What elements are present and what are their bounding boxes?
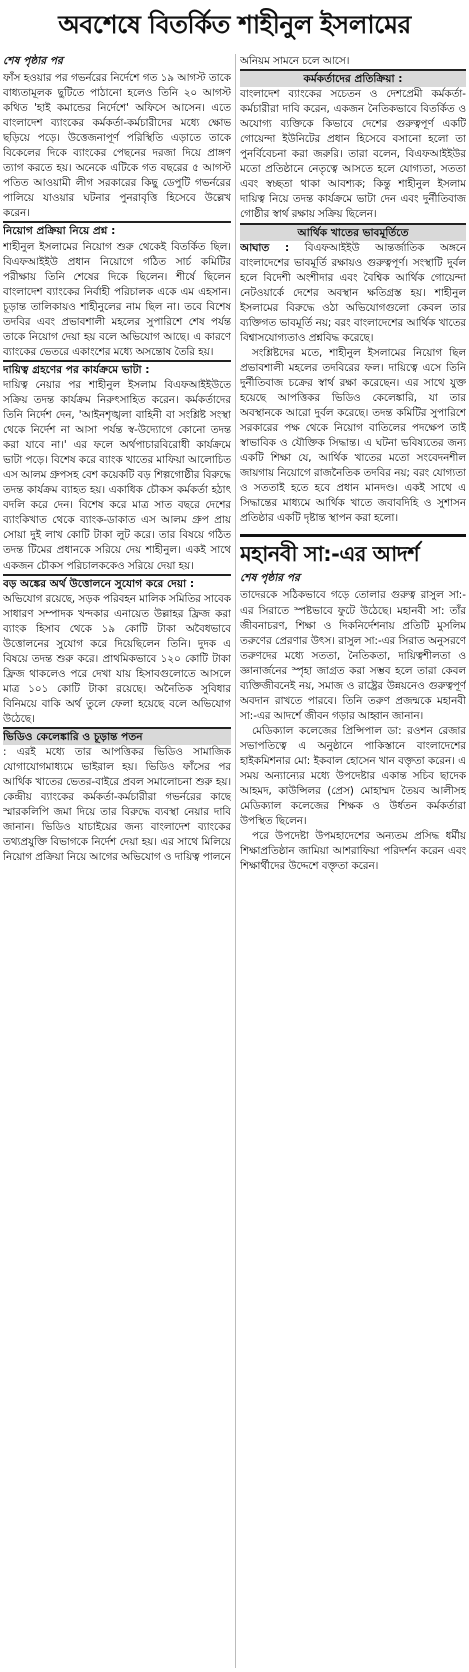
paragraph-officials-reaction: বাংলাদেশ ব্যাংকের সচেতন ও দেশপ্রেমী কর্মকর্তা-কর্মচারীরা দাবি করেন, একজন নৈতিকভাবে বিতর্কিত ও অযোগ্য ব্যক্তিকে কিভাবে দেশের গুরুত্বপূর্ণ একটি গোয়েন্দা ইউনিটের প্রধান হিসেবে বসানো হলো তা পুনর্বিবেচনা করা জরুরি। তারা বলেন, বিএফআইইউর মতো প্রতিষ্ঠানে নেতৃত্বে আসতে হলে যোগ্যতা, সততা এবং স্বচ্ছতা থাকা আবশ্যক; কিন্তু শাহীনুল ইসলাম দায়িত্ব নিয়ে তদন্ত কার্যক্রমে ভাটা দেন এবং দুর্নীতিবাজ গোষ্ঠীর স্বার্থ রক্ষায় সক্রিয় ছিলেন। (240, 88, 466, 221)
subheading-video-scandal: ভিডিও কেলেঙ্কারি ও চূড়ান্ত পতন (3, 727, 231, 745)
intro-paragraph: ফাঁস হওয়ার পর গভর্নরের নির্দেশে গত ১৯ আগস্ট তাকে বাধ্যতামূলক ছুটিতে পাঠানো হলেও তিনি ২০ আগস্ট কথিত 'হাই কমান্ডের নির্দেশে' অফিসে আসেন। এতে বাংলাদেশ ব্যাংকের কর্মকর্তা-কর্মচারীদের মধ্যে ক্ষোভ ছড়িয়ে পড়ে। উত্তেজনাপূর্ণ পরিস্থিতি এড়াতে তাকে বিকেলের দিকে ব্যাংকের পেছনের দরজা দিয়ে প্রাঙ্গণ ত্যাগ করতে হয়। অনেকে এটিকে গত বছরের ৫ আগস্ট পতিত আওয়ামী লীগ সরকারের কিছু ডেপুটি গভর্নরের পালিয়ে যাওয়ার ঘটনার পুনরাবৃত্তি হিসেবে উল্লেখ করেন। (3, 72, 231, 220)
headline: অবশেষে বিতর্কিত শাহীনুল ইসলামের (58, 10, 411, 39)
paragraph-event: মেডিক্যাল কলেজের প্রিন্সিপাল ডা: রওশন রেজার সভাপতিত্বে এ অনুষ্ঠানে পাকিস্তানে বাংলাদেশের হাইকমিশনার মো: ইকবাল হোসেন খান বক্তৃতা করেন। এ সময় অন্যান্যের মধ্যে উপদেষ্টার একান্ত সচিব ছাদেক আহমদ, কাউন্সিলর (প্রেস) মোহাম্মদ তৈয়ব আলীসহ মেডিক্যাল কলেজের শিক্ষক ও উর্ধতন কর্মকর্তারা উপস্থিত ছিলেন। (240, 724, 466, 828)
continued-label: শেষ পৃষ্ঠার পর (3, 55, 63, 67)
paragraph-prophet-ideal: তাদেরকে সঠিকভাবে গড়ে তোলার গুরুত্ব রাসুল সা:-এর সিরাতে স্পষ্টভাবে ফুটে উঠেছে। মহানবী সা: তাঁর জীবনাচরণ, শিক্ষা ও দিকনির্দেশনায় প্রতিটি মুসলিম তরুণের প্রেরণার উৎস। রাসুল সা:-এর সিরাত অনুসরণে তরুণদের মধ্যে সততা, নৈতিকতা, দায়িত্বশীলতা ও জ্ঞানার্জনের স্পৃহা জাগ্রত করা সম্ভব হলে তারা কেবল ব্যক্তিজীবনেই নয়, সমাজ ও রাষ্ট্রের উন্নয়নেও গুরুত্বপূর্ণ অবদান রাখতে পারবে। তিনি তরুণ প্রজন্মকে মহানবী সা:-এর আদর্শে জীবন গড়ার আহ্বান জানান। (240, 589, 466, 722)
paragraph-appointment: শাহীনুল ইসলামের নিয়োগ শুরু থেকেই বিতর্কিত ছিল। বিএফআইইউ প্রধান নিয়োগে গঠিত সার্চ কমিটির পরীক্ষায় তিনি শেষের দিকে ছিলেন। শীর্ষে ছিলেন বাংলাদেশ ব্যাংকের নির্বাহী পরিচালক একে এম এহসান। চূড়ান্ত তালিকায়ও শাহীনুলের নাম ছিল না। তবে বিশেষ তদবির এবং প্রভাবশালী মহলের সুপারিশে শেষ পর্যন্ত তাকে নিয়োগ দেয়া হয় বলে অভিযোগ আছে। এ কারণে ব্যাংকের ভেতরে একাংশের মধ্যে অসন্তোষ তৈরি হয়। (3, 240, 231, 358)
subheading-appointment: নিয়োগ প্রক্রিয়া নিয়ে প্রশ্ন : (3, 221, 231, 239)
continued-label-2: শেষ পৃষ্ঠার পর (240, 572, 300, 585)
paragraph-visit: পরে উপদেষ্টা উপমহাদেশের অন্যতম প্রসিদ্ধ ধর্মীয় শিক্ষাপ্রতিষ্ঠান জামিয়া আশরাফিয়া পরিদর্শন করেন এবং শিক্ষার্থীদের উদ্দেশে বক্তৃতা করেন। (240, 830, 466, 873)
subheading-officials-reaction: কর্মকর্তাদের প্রতিক্রিয়া : (240, 69, 466, 87)
subheading-withdrawal: বড় অঙ্কের অর্থ উত্তোলনে সুযোগ করে দেয়া : (3, 574, 231, 592)
left-column (3, 54, 231, 1668)
paragraph-lead: আঘাত : (240, 241, 290, 254)
right-column (240, 54, 466, 1668)
paragraph-financial-image-text: বিএফআইইউ আন্তর্জাতিক অঙ্গনে বাংলাদেশের ভাবমূর্তি রক্ষায়ও গুরুত্বপূর্ণ। সংস্থাটি দুর্বল হলে বিদেশী অংশীদার এবং বৈশ্বিক আর্থিক গোয়েন্দা নেটওয়ার্কে দেশের অবস্থান ক্ষতিগ্রস্ত হয়। শাহীনুল ইসলামের বিরুদ্ধে ওঠা অভিযোগগুলো কেবল তার ব্যক্তিগত ভাবমূর্তি নয়; বরং বাংলাদেশের আর্থিক খাতের বিশ্বাসযোগ্যতাও প্রশ্নবিদ্ধ করেছে। (240, 241, 466, 344)
paragraph-activity-decline: দায়িত্ব নেয়ার পর শাহীনুল ইসলাম বিএফআইইউতে সক্রিয় তদন্ত কার্যক্রম নিরুৎসাহিত করেন। কর্মকর্তাদের তিনি নির্দেশ দেন, 'আইনশৃঙ্খলা বাহিনী বা সংশ্লিষ্ট সংস্থা থেকে নির্দেশ না আসা পর্যন্ত স্ব-উদ্যোগে কোনো তদন্ত করা যাবে না।' এর ফলে অর্থপাচারবিরোধী কার্যক্রমে ভাটা পড়ে। বিশেষ করে ব্যাংক খাতের মাফিয়া আলোচিত এস আলম গ্রুপসহ বেশ কয়েকটি বড় শিল্পগোষ্ঠীর বিরুদ্ধে তদন্ত কার্যক্রম ব্যাহত হয়। একাধিক চৌকস কর্মকর্তা হঠাৎ বদলি করে দেন। বিশেষ করে মাত্র সাত বছরে দেশের ব্যাংকিখাত থেকে ব্যাংক-ডাকাত এস আলম গ্রুপ প্রায় সোয়া দুই লাখ কোটি টাকা লুট করে। তার বিষয়ে গঠিত তদন্ত টিমের প্রধানকে সরিয়ে দেয় শাহীনুল। একই সাথে একজন চৌকস পরিচালককেও সরিয়ে দেয়া হয়। (3, 378, 231, 572)
paragraph-conclusion: সংশ্লিষ্টদের মতে, শাহীনুল ইসলামের নিয়োগ ছিল প্রভাবশালী মহলের তদবিরের ফল। দায়িত্বে এসে তিনি দুর্নীতিবাজ চক্রের স্বার্থ রক্ষা করেছেন। এর সাথে যুক্ত হয়েছে আপত্তিকর ভিডিও কেলেঙ্কারি, যা তার অবস্থানকে আরো দুর্বল করেছে। তদন্ত কমিটির সুপারিশে সরকারের পক্ষ থেকে নিয়োগ বাতিলের পদক্ষেপ তাই স্বাভাবিক ও যৌক্তিক সিদ্ধান্ত। এ ঘটনা ভবিষ্যতের জন্য একটি শিক্ষা যে, আর্থিক খাতের মতো সংবেদনশীল জায়গায় নিয়োগে রাজনৈতিক তদবির নয়; বরং যোগ্যতা ও সততাই হতে হবে প্রধান মানদণ্ড। একই সাথে এ সিদ্ধান্তের মাধ্যমে আর্থিক খাতে জবাবদিহি ও সুশাসন প্রতিষ্ঠার একটি দৃষ্টান্ত স্থাপন করা হলো। (240, 346, 466, 525)
subheading-activity-decline: দায়িত্ব গ্রহণের পর কার্যক্রমে ভাটা : (3, 360, 231, 378)
paragraph-financial-image (240, 241, 466, 346)
paragraph-continued-top: অনিয়ম সামনে চলে আসে। (240, 55, 350, 67)
subheading-financial-image: আর্থিক খাতের ভাবমূর্তিতে (240, 223, 466, 241)
column-divider (235, 54, 236, 1668)
paragraph-video-scandal: : এরই মধ্যে তার আপত্তিকর ভিডিও সামাজিক যোগাযোগমাধ্যমে ভাইরাল হয়। ভিডিও ফাঁসের পর আর্থিক খাতের ভেতর-বাইরে প্রবল সমালোচনা শুরু হয়। কেন্দ্রীয় ব্যাংকের কর্মকর্তা-কর্মচারীরা গভর্নরের কাছে স্মারকলিপি জমা দিয়ে তার বিরুদ্ধে ব্যবস্থা নেয়ার দাবি জানান। ভিডিও যাচাইয়ের জন্য বাংলাদেশ ব্যাংকের তথ্যপ্রযুক্তি বিভাগকে নির্দেশ দেয়া হয়। এর সাথে মিলিয়ে নিয়োগ প্রক্রিয়া নিয়ে আগের অভিযোগ ও দায়িত্ব পালনে (3, 746, 231, 864)
paragraph-withdrawal: অভিযোগ রয়েছে, সড়ক পরিবহন মালিক সমিতির সাবেক সাধারণ সম্পাদক খন্দকার এনায়েত উল্লাহর ফ্রিজ করা ব্যাংক হিসাব থেকে ১৯ কোটি টাকা অবৈধভাবে উত্তোলনের সুযোগ করে দিয়েছিলেন তিনি। দুদক এ বিষয়ে তদন্ত শুরু করে। প্রাথমিকভাবে ১২০ কোটি টাকা ফ্রিজ থাকলেও পরে দেখা যায় হিসাবগুলোতে আসলে মাত্র ১০১ কোটি টাকা রয়েছে। অনৈতিক সুবিধার বিনিময়ে বাকি অর্থ তুলে ফেলা হয়েছে বলে অভিযোগ উঠেছে। (3, 592, 231, 725)
second-headline: মহানবী সা:-এর আদর্শ (240, 534, 466, 569)
